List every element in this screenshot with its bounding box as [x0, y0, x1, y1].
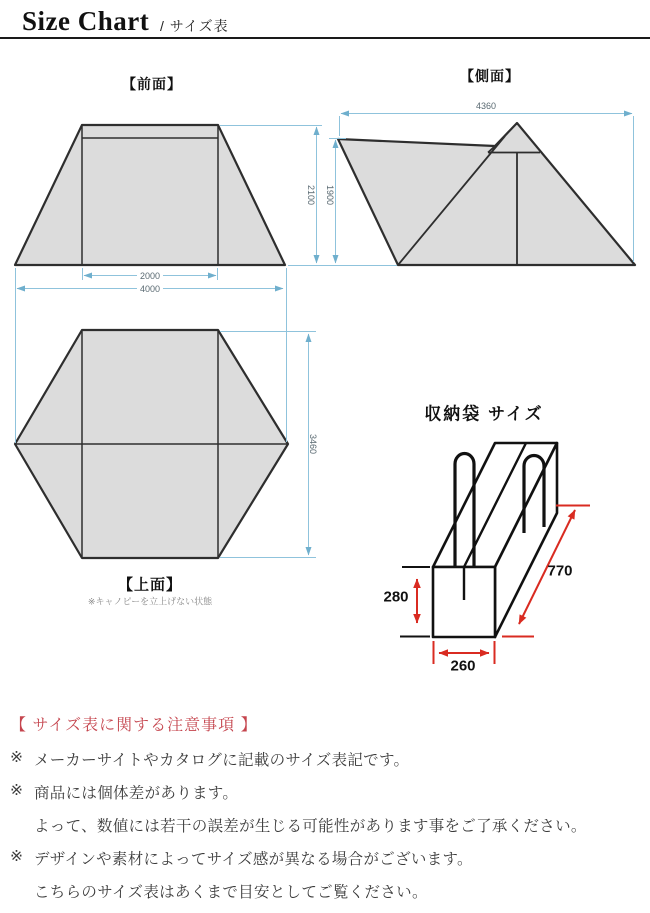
storage-bag-title: 収納袋 サイズ — [424, 404, 544, 424]
note-marker: ※ — [10, 749, 24, 766]
side-view-drawing — [338, 123, 635, 265]
front-wall-height-dimension: 1900 — [325, 184, 335, 206]
front-view-label: 【前面】 — [122, 76, 182, 92]
bag-height-dimension: 280 — [383, 588, 409, 606]
note-text: デザインや素材によってサイズ感が異なる場合がございます。 — [34, 851, 473, 868]
storage-bag-drawing — [433, 443, 557, 637]
note-marker — [10, 880, 34, 902]
top-depth-dimension: 3460 — [308, 433, 318, 455]
side-view-label: 【側面】 — [460, 68, 520, 84]
page-title-japanese: / サイズ表 — [160, 18, 229, 34]
bag-length-dimension: 770 — [547, 562, 573, 580]
front-total-height-dimension: 2100 — [306, 184, 316, 206]
size-notes-section — [10, 712, 642, 913]
note-text: よって、数値には若干の誤差が生じる可能性があります事をご了承ください。 — [34, 818, 587, 835]
page-title: Size Chart — [22, 6, 150, 36]
note-text: こちらのサイズ表はあくまで目安としてご覧ください。 — [34, 884, 428, 901]
note-line — [10, 847, 642, 869]
page-header — [0, 0, 650, 39]
top-view-canopy-note: ※キャノピーを立上げない状態 — [87, 596, 213, 607]
note-text: 商品には個体差があります。 — [34, 785, 239, 802]
note-line — [10, 781, 642, 803]
note-marker: ※ — [10, 848, 24, 865]
note-marker: ※ — [10, 782, 24, 799]
bag-width-dimension: 260 — [450, 657, 476, 675]
note-line — [10, 814, 642, 836]
top-view-drawing — [15, 330, 288, 558]
front-view-drawing — [15, 125, 285, 265]
note-marker — [10, 814, 34, 836]
note-text: メーカーサイトやカタログに記載のサイズ表記です。 — [34, 752, 410, 769]
front-inner-width-dimension: 2000 — [137, 271, 163, 281]
notes-heading: 【 サイズ表に関する注意事項 】 — [10, 717, 258, 734]
note-line — [10, 880, 642, 902]
top-view-label: 【上面】 — [117, 576, 183, 594]
note-line — [10, 748, 642, 770]
side-length-dimension: 4360 — [475, 101, 497, 111]
front-outer-width-dimension: 4000 — [137, 284, 163, 294]
